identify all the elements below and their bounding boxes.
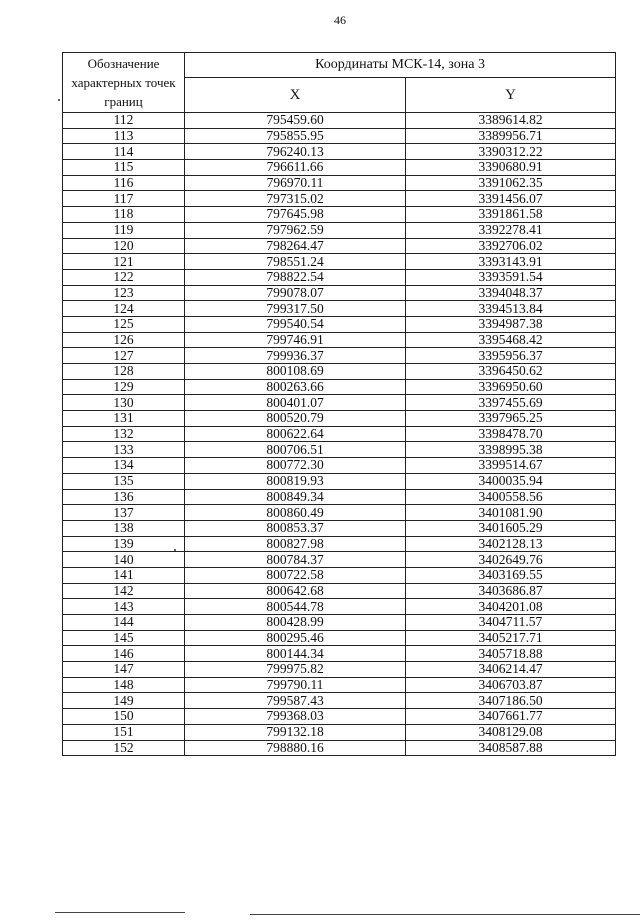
table-row bbox=[63, 285, 616, 301]
table-row bbox=[63, 113, 616, 129]
x-coordinate-cell: 800295.46 bbox=[185, 630, 406, 646]
table-body bbox=[63, 113, 616, 756]
y-coordinate-cell: 3405217.71 bbox=[406, 630, 616, 646]
y-coordinate-cell: 3404711.57 bbox=[406, 615, 616, 631]
point-number-cell: 138 bbox=[63, 520, 185, 536]
scan-speck bbox=[58, 99, 60, 101]
table-row bbox=[63, 269, 616, 285]
x-coordinate-cell: 798551.24 bbox=[185, 254, 406, 270]
y-coordinate-cell: 3398995.38 bbox=[406, 442, 616, 458]
y-coordinate-cell: 3401081.90 bbox=[406, 505, 616, 521]
x-coordinate-cell: 798822.54 bbox=[185, 269, 406, 285]
table-row bbox=[63, 348, 616, 364]
y-coordinate-cell: 3408587.88 bbox=[406, 740, 616, 756]
table-row bbox=[63, 630, 616, 646]
point-number-cell: 139 bbox=[63, 536, 185, 552]
y-coordinate-cell: 3393591.54 bbox=[406, 269, 616, 285]
y-coordinate-cell: 3395468.42 bbox=[406, 332, 616, 348]
point-number-cell: 133 bbox=[63, 442, 185, 458]
table-row bbox=[63, 583, 616, 599]
point-number-cell: 152 bbox=[63, 740, 185, 756]
point-number-cell: 136 bbox=[63, 489, 185, 505]
table-row bbox=[63, 709, 616, 725]
y-coordinate-cell: 3403686.87 bbox=[406, 583, 616, 599]
table-row bbox=[63, 379, 616, 395]
point-number-cell: 149 bbox=[63, 693, 185, 709]
y-coordinate-cell: 3405718.88 bbox=[406, 646, 616, 662]
x-coordinate-cell: 800860.49 bbox=[185, 505, 406, 521]
x-coordinate-cell: 799132.18 bbox=[185, 724, 406, 740]
coordinates-table bbox=[62, 52, 616, 756]
table-row bbox=[63, 160, 616, 176]
y-coordinate-cell: 3399514.67 bbox=[406, 458, 616, 474]
x-coordinate-cell: 798880.16 bbox=[185, 740, 406, 756]
table-row bbox=[63, 254, 616, 270]
point-number-cell: 114 bbox=[63, 144, 185, 160]
point-number-cell: 150 bbox=[63, 709, 185, 725]
point-number-cell: 125 bbox=[63, 316, 185, 332]
x-coordinate-cell: 799078.07 bbox=[185, 285, 406, 301]
x-coordinate-cell: 800401.07 bbox=[185, 395, 406, 411]
point-number-cell: 131 bbox=[63, 411, 185, 427]
x-coordinate-cell: 800819.93 bbox=[185, 473, 406, 489]
point-number-cell: 123 bbox=[63, 285, 185, 301]
point-number-cell: 140 bbox=[63, 552, 185, 568]
x-coordinate-cell: 799975.82 bbox=[185, 662, 406, 678]
point-number-cell: 121 bbox=[63, 254, 185, 270]
point-number-cell: 113 bbox=[63, 128, 185, 144]
table-row bbox=[63, 740, 616, 756]
y-coordinate-cell: 3391861.58 bbox=[406, 207, 616, 223]
y-coordinate-cell: 3398478.70 bbox=[406, 426, 616, 442]
point-number-cell: 143 bbox=[63, 599, 185, 615]
x-coordinate-cell: 800772.30 bbox=[185, 458, 406, 474]
y-column-header: Y bbox=[406, 78, 616, 113]
y-coordinate-cell: 3400558.56 bbox=[406, 489, 616, 505]
point-number-cell: 117 bbox=[63, 191, 185, 207]
point-number-cell: 115 bbox=[63, 160, 185, 176]
y-coordinate-cell: 3406214.47 bbox=[406, 662, 616, 678]
x-coordinate-cell: 797645.98 bbox=[185, 207, 406, 223]
x-coordinate-cell: 800722.58 bbox=[185, 567, 406, 583]
table-row bbox=[63, 489, 616, 505]
table-row bbox=[63, 175, 616, 191]
x-coordinate-cell: 795459.60 bbox=[185, 113, 406, 129]
table-row bbox=[63, 332, 616, 348]
point-number-cell: 127 bbox=[63, 348, 185, 364]
point-number-cell: 147 bbox=[63, 662, 185, 678]
y-coordinate-cell: 3404201.08 bbox=[406, 599, 616, 615]
point-number-cell: 116 bbox=[63, 175, 185, 191]
table-row bbox=[63, 364, 616, 380]
y-coordinate-cell: 3397455.69 bbox=[406, 395, 616, 411]
point-number-cell: 128 bbox=[63, 364, 185, 380]
y-coordinate-cell: 3394987.38 bbox=[406, 316, 616, 332]
table-row bbox=[63, 458, 616, 474]
x-coordinate-cell: 800853.37 bbox=[185, 520, 406, 536]
y-coordinate-cell: 3393143.91 bbox=[406, 254, 616, 270]
point-number-cell: 120 bbox=[63, 238, 185, 254]
point-number-cell: 148 bbox=[63, 677, 185, 693]
table-row bbox=[63, 536, 616, 552]
y-coordinate-cell: 3408129.08 bbox=[406, 724, 616, 740]
x-coordinate-cell: 800428.99 bbox=[185, 615, 406, 631]
y-coordinate-cell: 3402128.13 bbox=[406, 536, 616, 552]
x-coordinate-cell: 800827.98 bbox=[185, 536, 406, 552]
x-coordinate-cell: 800622.64 bbox=[185, 426, 406, 442]
table-row bbox=[63, 677, 616, 693]
table-row bbox=[63, 520, 616, 536]
table-row bbox=[63, 128, 616, 144]
x-coordinate-cell: 800544.78 bbox=[185, 599, 406, 615]
table-row bbox=[63, 615, 616, 631]
table-row bbox=[63, 238, 616, 254]
table-row bbox=[63, 411, 616, 427]
y-coordinate-cell: 3396950.60 bbox=[406, 379, 616, 395]
scan-edge-line bbox=[55, 912, 185, 913]
table-row bbox=[63, 207, 616, 223]
x-coordinate-cell: 800706.51 bbox=[185, 442, 406, 458]
x-column-header: X bbox=[185, 78, 406, 113]
x-coordinate-cell: 795855.95 bbox=[185, 128, 406, 144]
table-row bbox=[63, 662, 616, 678]
y-coordinate-cell: 3394048.37 bbox=[406, 285, 616, 301]
y-coordinate-cell: 3394513.84 bbox=[406, 301, 616, 317]
x-coordinate-cell: 800144.34 bbox=[185, 646, 406, 662]
x-coordinate-cell: 799746.91 bbox=[185, 332, 406, 348]
table-row bbox=[63, 222, 616, 238]
y-coordinate-cell: 3407661.77 bbox=[406, 709, 616, 725]
point-number-cell: 134 bbox=[63, 458, 185, 474]
table-row bbox=[63, 301, 616, 317]
x-coordinate-cell: 799936.37 bbox=[185, 348, 406, 364]
y-coordinate-cell: 3397965.25 bbox=[406, 411, 616, 427]
table-row bbox=[63, 724, 616, 740]
x-coordinate-cell: 798264.47 bbox=[185, 238, 406, 254]
y-coordinate-cell: 3391062.35 bbox=[406, 175, 616, 191]
point-number-cell: 137 bbox=[63, 505, 185, 521]
table-row bbox=[63, 473, 616, 489]
x-coordinate-cell: 799368.03 bbox=[185, 709, 406, 725]
y-coordinate-cell: 3395956.37 bbox=[406, 348, 616, 364]
y-coordinate-cell: 3390680.91 bbox=[406, 160, 616, 176]
coordinates-system-header: Координаты МСК-14, зона 3 bbox=[185, 53, 616, 78]
y-coordinate-cell: 3392706.02 bbox=[406, 238, 616, 254]
table-row bbox=[63, 426, 616, 442]
x-coordinate-cell: 797962.59 bbox=[185, 222, 406, 238]
point-number-cell: 129 bbox=[63, 379, 185, 395]
x-coordinate-cell: 800108.69 bbox=[185, 364, 406, 380]
point-number-cell: 119 bbox=[63, 222, 185, 238]
table-row bbox=[63, 505, 616, 521]
y-coordinate-cell: 3396450.62 bbox=[406, 364, 616, 380]
point-designation-header: Обозначение характерных точек границ bbox=[63, 53, 185, 113]
x-coordinate-cell: 797315.02 bbox=[185, 191, 406, 207]
y-coordinate-cell: 3392278.41 bbox=[406, 222, 616, 238]
y-coordinate-cell: 3389614.82 bbox=[406, 113, 616, 129]
point-number-cell: 144 bbox=[63, 615, 185, 631]
y-coordinate-cell: 3403169.55 bbox=[406, 567, 616, 583]
x-coordinate-cell: 799317.50 bbox=[185, 301, 406, 317]
x-coordinate-cell: 796611.66 bbox=[185, 160, 406, 176]
point-number-cell: 135 bbox=[63, 473, 185, 489]
table-row bbox=[63, 693, 616, 709]
x-coordinate-cell: 800520.79 bbox=[185, 411, 406, 427]
point-number-cell: 151 bbox=[63, 724, 185, 740]
point-number-cell: 124 bbox=[63, 301, 185, 317]
page-number: 46 bbox=[334, 13, 346, 27]
scan-speck bbox=[174, 549, 176, 551]
x-coordinate-cell: 799587.43 bbox=[185, 693, 406, 709]
point-number-cell: 145 bbox=[63, 630, 185, 646]
table-row bbox=[63, 144, 616, 160]
table-row bbox=[63, 552, 616, 568]
y-coordinate-cell: 3401605.29 bbox=[406, 520, 616, 536]
point-number-cell: 142 bbox=[63, 583, 185, 599]
x-coordinate-cell: 800784.37 bbox=[185, 552, 406, 568]
table-row bbox=[63, 646, 616, 662]
table-row bbox=[63, 316, 616, 332]
x-coordinate-cell: 799540.54 bbox=[185, 316, 406, 332]
x-coordinate-cell: 796240.13 bbox=[185, 144, 406, 160]
point-number-cell: 112 bbox=[63, 113, 185, 129]
x-coordinate-cell: 800849.34 bbox=[185, 489, 406, 505]
scan-edge-line bbox=[250, 914, 640, 915]
table-header bbox=[63, 53, 616, 113]
table-row bbox=[63, 395, 616, 411]
x-coordinate-cell: 800642.68 bbox=[185, 583, 406, 599]
y-coordinate-cell: 3400035.94 bbox=[406, 473, 616, 489]
x-coordinate-cell: 796970.11 bbox=[185, 175, 406, 191]
y-coordinate-cell: 3402649.76 bbox=[406, 552, 616, 568]
x-coordinate-cell: 800263.66 bbox=[185, 379, 406, 395]
point-number-cell: 126 bbox=[63, 332, 185, 348]
y-coordinate-cell: 3406703.87 bbox=[406, 677, 616, 693]
y-coordinate-cell: 3391456.07 bbox=[406, 191, 616, 207]
table-row bbox=[63, 442, 616, 458]
y-coordinate-cell: 3389956.71 bbox=[406, 128, 616, 144]
point-number-cell: 118 bbox=[63, 207, 185, 223]
point-number-cell: 146 bbox=[63, 646, 185, 662]
point-number-cell: 122 bbox=[63, 269, 185, 285]
y-coordinate-cell: 3390312.22 bbox=[406, 144, 616, 160]
table-row bbox=[63, 567, 616, 583]
point-number-cell: 132 bbox=[63, 426, 185, 442]
table-row bbox=[63, 599, 616, 615]
point-number-cell: 141 bbox=[63, 567, 185, 583]
x-coordinate-cell: 799790.11 bbox=[185, 677, 406, 693]
y-coordinate-cell: 3407186.50 bbox=[406, 693, 616, 709]
table-row bbox=[63, 191, 616, 207]
point-number-cell: 130 bbox=[63, 395, 185, 411]
